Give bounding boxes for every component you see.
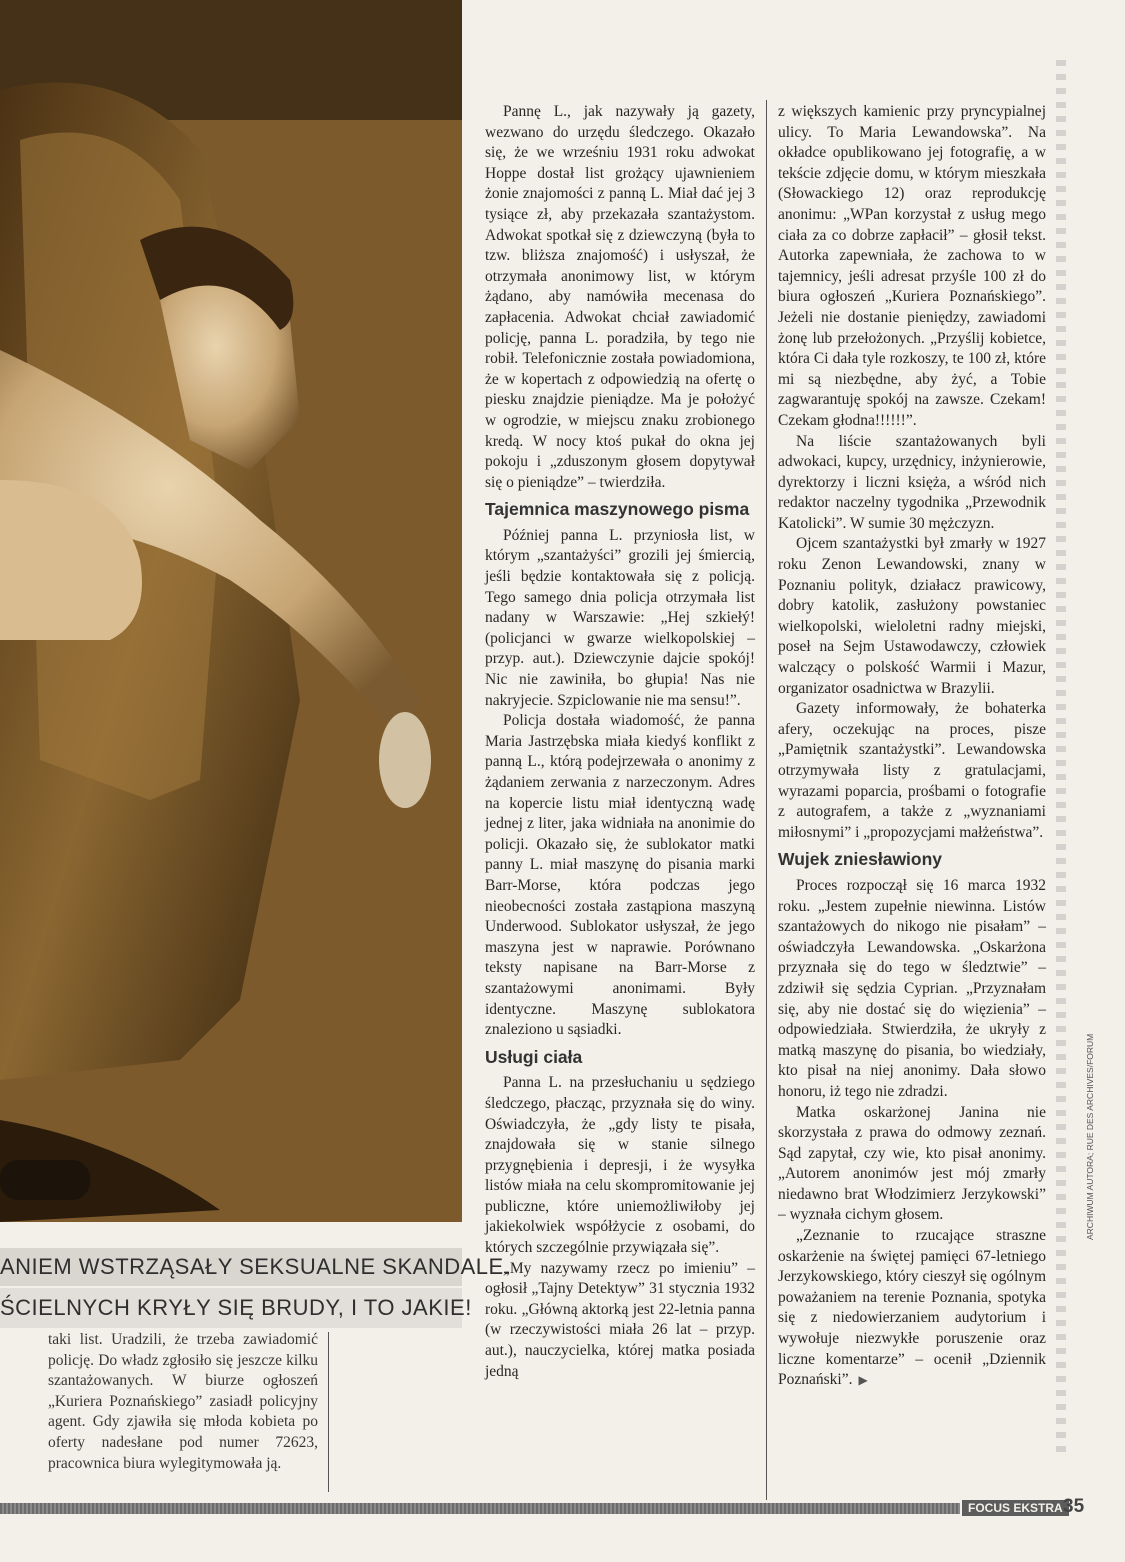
paragraph: Policja dostała wiadomość, że panna Maria Jastrzębska miała kiedyś konflikt z panną L., którą podejrzewała o anonimy z żądaniem zerwania z narzeczonym. Adres na kopercie listu miał identyczną wadę jednej z liter, jaka widniała na anonimie do policji. Okazało się, że sublokator matki panny L. miał maszynę do pisania marki Barr-Morse, która podczas jego nieobecności została zastąpiona maszyną Underwood. Sublokator usłyszał, że jego maszyna jest w naprawie. Porównano teksty napisane na Barr-Morse z szantażowymi anonimami. Były identyczne. Maszynę sublokatora znaleziono u sąsiadki.: [485, 712, 755, 1039]
caption-line-1: ANIEM WSTRZĄSAŁY SEKSUALNE SKANDALE.: [0, 1248, 462, 1286]
paragraph: Panna L. na przesłuchaniu u sędziego śledczego, płacząc, przyznała się do winy. Oświadczyła, że „gdy listy te pisała, znajdowała się w stanie silnego przygnębienia i depresji, i że wysyłka listów miała na celu skompromitowanie jej publiczne, które uniemożliwiłoby jej jakiekolwiek współżycie z osobami, do których szczególnie przywiązała się”.: [485, 1074, 755, 1257]
section-heading: Tajemnica maszynowego pisma: [485, 499, 750, 520]
paragraph: z większych kamienic przy pryncypialnej ulicy. To Maria Lewandowska”. Na okładce opublikowano jej fotografię, a w tekście zdjęcie domu, w którym mieszkała (Słowackiego 12) oraz reprodukcję anonimu: „WPan korzystał z usług mego ciała za co dobrze zapłacił” – głosił tekst. Autorka zapewniała, że zachowa to w tajemnicy, jeśli adresat przyśle 100 zł do biura ogłoszeń „Kuriera Poznańskiego”. Jeżeli nie dostanie pieniędzy, zawiadomi żonę lub przełożonych. „Przyślij kobietce, która Ci dała tyle rozkoszy, te 100 zł, które mi są niezbędne, aby żyć, a Tobie zagwarantuję spokój na zawsze. Czekam! Czekam głodna!!!!!!”.: [778, 103, 1046, 429]
column-divider: [328, 1332, 329, 1492]
column-1: [485, 102, 755, 1382]
article-photo: [0, 0, 462, 1222]
column-2: [778, 102, 1046, 1391]
paragraph: „My nazywamy rzecz po imieniu” – ogłosił „Tajny Detektyw” 31 stycznia 1932 roku. „Główną aktorką jest 22-letnia panna (w rzeczywistości miała 26 lat – przyp. aut.), nauczycielka, której matka posiada jedną: [485, 1259, 755, 1380]
paragraph: taki list. Uradzili, że trzeba zawiadomić policję. Do władz zgłosiło się jeszcze kilku szantażowanych. W biurze ogłoszeń „Kuriera Poznańskiego” zasiadł policyjny agent. Gdy zjawiła się młoda kobieta po oferty nadesłane pod numer 72623, pracownica biura wylegitymowała ją.: [48, 1331, 318, 1472]
section-heading: Usługi ciała: [485, 1046, 583, 1067]
footer-brand: FOCUS EKSTRA: [962, 1500, 1069, 1516]
paragraph: Matka oskarżonej Janina nie skorzystała z prawa do odmowy zeznań. Sąd zapytał, czy wie, kto pisał anonimy. „Autorem anonimów jest mój zmarły niedawno brat Włodzimierz Jerzykowski” – wyznała cichym głosem.: [778, 1103, 1046, 1224]
page-number: 35: [1063, 1496, 1085, 1517]
section-heading: Wujek zniesławiony: [778, 849, 943, 870]
column-divider: [766, 100, 767, 1500]
caption-line-2: ŚCIELNYCH KRYŁY SIĘ BRUDY, I TO JAKIE!: [0, 1288, 462, 1328]
paragraph-text: „Zeznanie to rzucające straszne oskarżenie na świętej pamięci 67-letniego Jerzykowskiego, który cieszył się ogólnym poważaniem na terenie Poznania, spotyka się z niedowierzaniem audytorium i wywołuje niezwykłe poruszenie oraz liczne komentarze” – ocenił „Dziennik Poznański”.: [778, 1227, 1046, 1389]
paragraph: Ojcem szantażystki był zmarły w 1927 roku Zenon Lewandowski, znany w Poznaniu polityk, działacz prawicowy, dobry katolik, zasłużony powstaniec wielkopolski, wieloletni radny miejski, poseł na Sejm Ustawodawczy, człowiek walczący o polskość Warmii i Mazur, organizator osadnictwa w Brazylii.: [778, 535, 1046, 697]
photo-credit: ARCHIWUM AUTORA; RUE DES ARCHIVES/FORUM: [1085, 1033, 1095, 1240]
paragraph: Później panna L. przyniosła list, w którym „szantażyści” grozili jej śmiercią, jeśli będzie kontaktowała się z policją. Tego samego dnia policja otrzymała list nadany w Warszawie: „Hej szkiełý! (policjanci w gwarze wielkopolskiej – przyp. aut.). Dziewczynie dajcie spokój! Nic nie zawiniła, bo głupia! Nas nie nakryjecie. Szpiclowanie nie ma sensu!”.: [485, 526, 755, 709]
column-0: [48, 1330, 318, 1474]
paragraph: [778, 1226, 1046, 1391]
paragraph: Gazety informowały, że bohaterka afery, oczekując na proces, pisze „Pamiętnik szantażystki”. Lewandowska otrzymywała listy z gratulacjami, wyrazami poparcia, prośbami o fotografie z autografem, a także z „wyznaniami miłosnymi” i „propozycjami małżeństwa”.: [778, 700, 1046, 841]
margin-decoration: [1056, 60, 1066, 1460]
paragraph: Na liście szantażowanych byli adwokaci, kupcy, urzędnicy, inżynierowie, dyrektorzy i liczni księża, a wśród nich redaktor naczelny tygodnika „Przewodnik Katolicki”. W sumie 30 mężczyzn.: [778, 432, 1046, 532]
footer-bar: [0, 1503, 960, 1514]
paragraph: Proces rozpoczął się 16 marca 1932 roku. „Jestem zupełnie niewinna. Listów szantażowych do nikogo nie pisałam” – oświadczyła Lewandowska. „Oskarżona przyznała się do tego w śledztwie” – zdziwił się sędzia Cyprian. „Przyznałam się, aby nie dostać się do więzienia” – odpowiedziała. Stwierdziła, że ukryły z matką maszynę do pisania, bo wiedziały, kto pisał na niej anonimy. Dała słowo honoru, iż tego nie zdradzi.: [778, 876, 1046, 1100]
photo-woman-in-armchair-icon: [0, 0, 462, 1222]
end-of-article-icon: ▶: [858, 1373, 868, 1388]
paragraph: Pannę L., jak nazywały ją gazety, wezwano do urzędu śledczego. Okazało się, że we wrześniu 1931 roku adwokat Hoppe dostał list grożący ujawnieniem żonie znajomości z panną L. Miał dać jej 3 tysiące zł, aby przekazała szantażystom. Adwokat spotkał się z dziewczyną (była to tzw. bliższa znajomość) i usłyszał, że otrzymała anonimowy list, w którym żądano, aby namówiła mecenasa do zapłacenia. Adwokat chciał zawiadomić policję, panna L. poradziła, by tego nie robił. Telefonicznie została powiadomiona, że w kopertach z odpowiedzią na ofertę o piesku znajdzie pieniądze. Ma je położyć w ogrodzie, w miejscu znaku zrobionego kredą. W nocy ktoś pukał do okna jej pokoju i „zduszonym głosem dopytywał się o pieniądze” – twierdziła.: [485, 103, 755, 491]
